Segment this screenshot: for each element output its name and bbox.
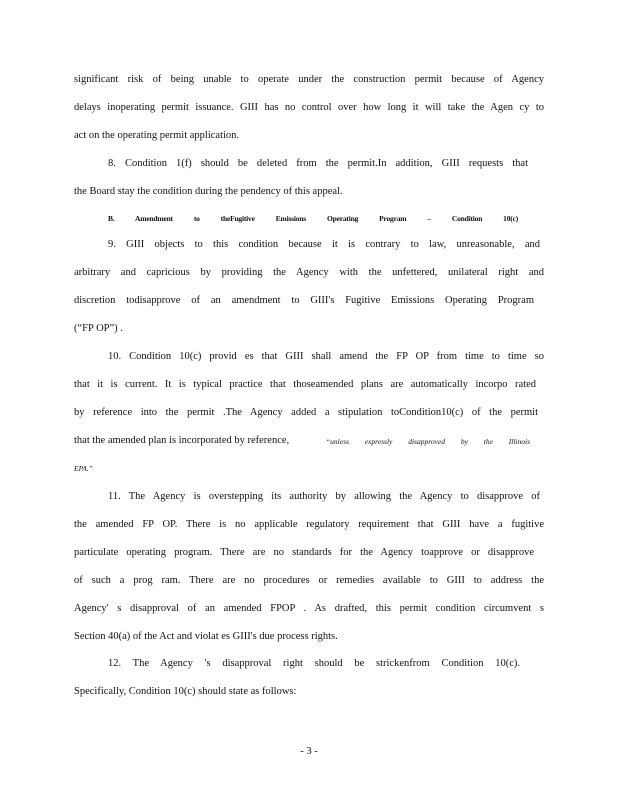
page-number: - 3 - [300, 746, 318, 757]
text-line: the amended FP OP. There is no applicable regulatory requirement that GIII have a fugitive [74, 519, 544, 530]
text-line: Agency' s disapproval of an amended FPOP . As drafted, this permit condition circumvent s [74, 603, 544, 614]
text-line: that the amended plan is incorporated by reference, [74, 435, 290, 446]
text-line: by reference into the permit .The Agency added a stipulation toCondition10(c) of the permit [74, 407, 538, 418]
text-line: of such a prog ram. There are no procedures or remedies available to GIII to address the [74, 575, 544, 586]
text-line: particulate operating program. There are no standards for the Agency toapprove or disapprove [74, 547, 534, 558]
text-line: the Board stay the condition during the pendency of this appeal. [74, 186, 343, 197]
text-line: Section 40(a) of the Act and violat es GIII's due process rights. [74, 631, 338, 642]
text-line: significant risk of being unable to operate under the construction permit because of Agency [74, 74, 544, 85]
text-line: (“FP OP”) . [74, 323, 123, 334]
paragraph-11-start: 11. The Agency is overstepping its authority by allowing the Agency to disapprove of [108, 491, 540, 502]
quoted-phrase: “unless expressly disapproved by the Illinois [326, 437, 530, 446]
text-line: arbitrary and capricious by providing the Agency with the unfettered, unilateral right and [74, 267, 544, 278]
text-line: delays inoperating permit issuance. GIII has no control over how long it will take the Agen cy to [74, 102, 544, 113]
text-line: discretion todisapprove of an amendment to GIII's Fugitive Emissions Operating Program [74, 295, 534, 306]
text-line: that it is current. It is typical practice that thoseamended plans are automatically incorpo rated [74, 379, 536, 390]
paragraph-10-start: 10. Condition 10(c) provid es that GIII shall amend the FP OP from time to time so [108, 351, 544, 362]
paragraph-12-start: 12. The Agency 's disapproval right should be strickenfrom Condition 10(c). [108, 658, 520, 669]
text-line: act on the operating permit application. [74, 130, 240, 141]
quoted-phrase-end: EPA.” [74, 464, 93, 473]
paragraph-8-start: 8. Condition 1(f) should be deleted from the permit.In addition, GIII requests that [108, 158, 528, 169]
text-line: Specifically, Condition 10(c) should state as follows: [74, 686, 297, 697]
section-heading-b: B. Amendment to theFugitive Emissions Operating Program – Condition 10(c) [108, 214, 518, 223]
paragraph-9-start: 9. GIII objects to this condition because it is contrary to law, unreasonable, and [108, 239, 540, 250]
